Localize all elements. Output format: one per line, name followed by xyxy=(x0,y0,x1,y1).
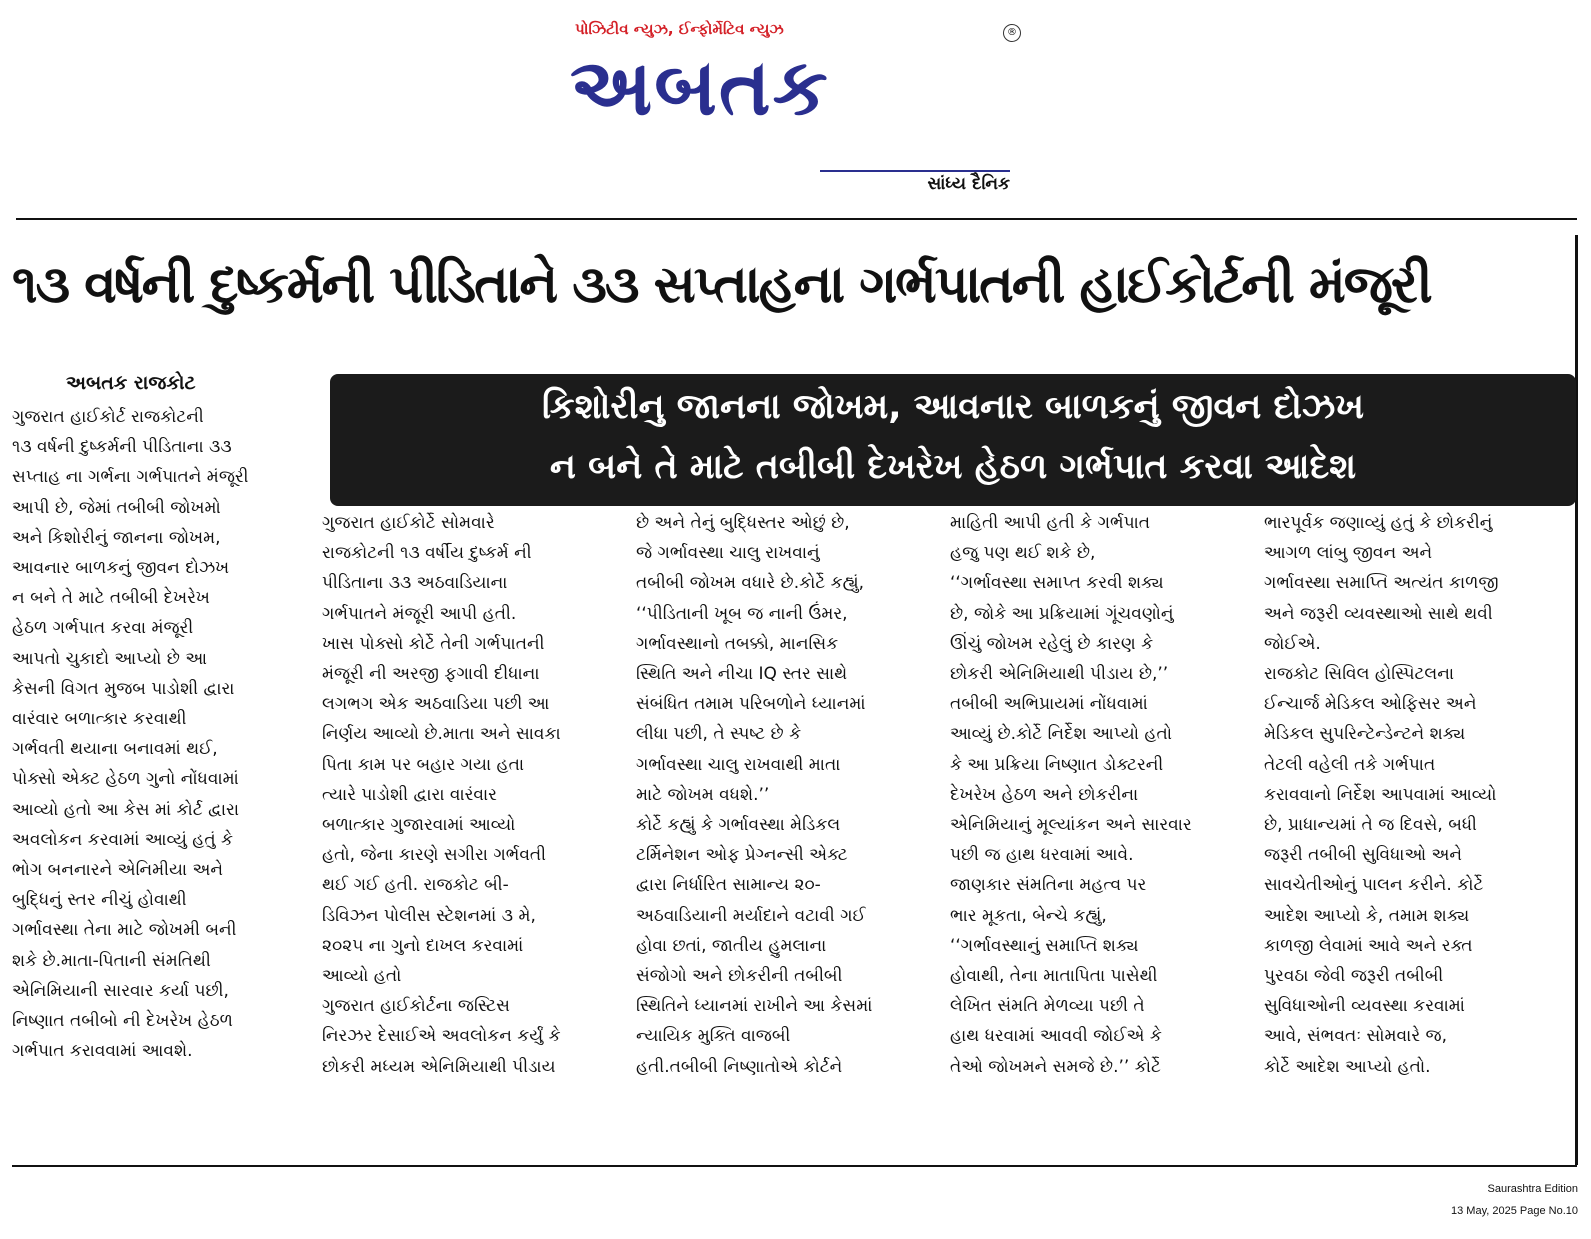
masthead-tagline: પોઝિટીવ ન્યુઝ, ઈન્ફોર્મેટિવ ન્યુઝ xyxy=(575,20,784,38)
bottom-divider xyxy=(12,1165,1577,1167)
column-3-text: છે અને તેનું બુદ્ધિસ્તર ઓછું છે, જે ગર્ભાવસ્થા ચાલુ રાખવાનું તબીબી જોખમ વધારે છે.કોર્ટે કહ્યું, ‘‘પીડિતાની ખૂબ જ નાની ઉંમર, ગર્ભાવસ્થાનો તબક્કો, માનસિક સ્થિતિ અને નીચા IQ સ્તર સાથે સંબંધિત તમામ પરિબળોને ધ્યાનમાં લીધા પછી, તે સ્પષ્ટ છે કે ગર્ભાવસ્થા ચાલુ રાખવાથી માતા માટે જોખમ વધશે.’’ કોર્ટે કહ્યું કે ગર્ભાવસ્થા મેડિકલ ટર્મિનેશન ઓફ પ્રેગ્નન્સી એક્ટ દ્વારા નિર્ધારિત સામાન્ય ૨૦- અઠવાડિયાની મર્યાદાને વટાવી ગઈ હોવા છતાં, જાતીય હુમલાના સંજોગો અને છોકરીની તબીબી સ્થિતિને ધ્યાનમાં રાખીને આ કેસમાં ન્યાયિક મુક્તિ વાજબી હતી.તબીબી નિષ્ણાતોએ કોર્ટને xyxy=(636,513,873,1077)
article-column-5 xyxy=(1264,508,1554,1158)
article-column-4 xyxy=(950,508,1240,1158)
edition-label: Saurashtra Edition xyxy=(1487,1183,1578,1195)
logo-underline xyxy=(820,170,1010,172)
subheadline-line-1: કિશોરીનુ જાનના જોખમ, આવનાર બાળકનું જીવન દોઝખ xyxy=(542,387,1364,427)
registered-mark: ® xyxy=(1003,24,1021,42)
date-page-label: 13 May, 2025 Page No.10 xyxy=(1451,1205,1578,1217)
newspaper-logo: અબતક xyxy=(570,43,830,133)
subheadline-line-2: ન બને તે માટે તબીબી દેખરેખ હેઠળ ગર્ભપાત કરવા આદેશ xyxy=(549,447,1357,487)
byline: અબતક રાજકોટ xyxy=(66,372,196,394)
article-column-3 xyxy=(636,508,926,1158)
main-headline: ૧૩ વર્ષની દુષ્કર્મની પીડિતાને ૩૩ સપ્તાહના ગર્ભપાતની હાઈકોર્ટની મંજૂરી xyxy=(12,255,1431,315)
column-5-text: ભારપૂર્વક જણાવ્યું હતું કે છોકરીનું આગળ લાંબુ જીવન અને ગર્ભાવસ્થા સમાપ્તિ અત્યંત કાળજી અને જરૂરી વ્યવસ્થાઓ સાથે થવી જોઈએ. રાજકોટ સિવિલ હોસ્પિટલના ઈન્ચાર્જ મેડિકલ ઓફિસર અને મેડિકલ સુપરિન્ટેન્ડેન્ટને શક્ય તેટલી વહેલી તકે ગર્ભપાત કરાવવાનો નિર્દેશ આપવામાં આવ્યો છે, પ્રાધાન્યમાં તે જ દિવસે, બધી જરૂરી તબીબી સુવિધાઓ અને સાવચેતીઓનું પાલન કરીને. કોર્ટે આદેશ આપ્યો કે, તમામ શક્ય કાળજી લેવામાં આવે અને રક્ત પુરવઠા જેવી જરૂરી તબીબી સુવિધાઓની વ્યવસ્થા કરવામાં આવે, સંભવતઃ સોમવારે જ, કોર્ટે આદેશ આપ્યો હતો. xyxy=(1264,513,1499,1077)
column-4-text: માહિતી આપી હતી કે ગર્ભપાત હજુ પણ થઈ શકે છે, ‘‘ગર્ભાવસ્થા સમાપ્ત કરવી શક્ય છે, જોકે આ પ્રક્રિયામાં ગૂંચવણોનું ઊંચું જોખમ રહેલું છે કારણ કે છોકરી એનિમિયાથી પીડાય છે,’’ તબીબી અભિપ્રાયમાં નોંધવામાં આવ્યું છે.કોર્ટે નિર્દેશ આપ્યો હતો કે આ પ્રક્રિયા નિષ્ણાત ડોક્ટરની દેખરેખ હેઠળ અને છોકરીના એનિમિયાનું મૂલ્યાંકન અને સારવાર પછી જ હાથ ધરવામાં આવે. જાણકાર સંમતિના મહત્વ પર ભાર મૂકતા, બેન્ચે કહ્યું, ‘‘ગર્ભાવસ્થાનું સમાપ્તિ શક્ય હોવાથી, તેના માતાપિતા પાસેથી લેખિત સંમતિ મેળવ્યા પછી તે હાથ ધરવામાં આવવી જોઈએ કે તેઓ જોખમને સમજે છે.’’ કોર્ટે xyxy=(950,513,1192,1077)
column-1-text: ગુજરાત હાઈકોર્ટ રાજકોટની ૧૩ વર્ષની દુષ્કર્મની પીડિતાના ૩૩ સપ્તાહ ના ગર્ભના ગર્ભપાતને મંજૂરી આપી છે, જેમાં તબીબી જોખમો અને કિશોરીનું જાનના જોખમ, આવનાર બાળકનું જીવન દોઝખ ન બને તે માટે તબીબી દેખરેખ હેઠળ ગર્ભપાત કરવા મંજૂરી આપતો ચુકાદો આપ્યો છે આ કેસની વિગત મુજબ પાડોશી દ્વારા વારંવાર બળાત્કાર કરવાથી ગર્ભવતી થયાના બનાવમાં થઈ, પોક્સો એક્ટ હેઠળ ગુનો નોંધવામાં આવ્યો હતો આ કેસ માં કોર્ટ દ્વારા અવલોકન કરવામાં આવ્યું હતું કે ભોગ બનનારને એનિમીયા અને બુદ્ધિનું સ્તર નીચું હોવાથી ગર્ભાવસ્થા તેના માટે જોખમી બની શકે છે.માતા-પિતાની સંમતિથી એનિમિયાની સારવાર કર્યા પછી, નિષ્ણાત તબીબો ની દેખરેખ હેઠળ ગર્ભપાત કરાવવામાં આવશે. xyxy=(12,407,249,1062)
subheadline-box xyxy=(330,374,1576,506)
top-divider xyxy=(16,218,1577,220)
article-column-1 xyxy=(12,402,298,1157)
column-2-text: ગુજરાત હાઈકોર્ટે સોમવારે રાજકોટની ૧૩ વર્ષીય દુષ્કર્મ ની પીડિતાના ૩૩ અઠવાડિયાના ગર્ભપાતને મંજૂરી આપી હતી. ખાસ પોક્સો કોર્ટે તેની ગર્ભપાતની મંજૂરી ની અરજી ફગાવી દીધાના લગભગ એક અઠવાડિયા પછી આ નિર્ણય આવ્યો છે.માતા અને સાવકા પિતા કામ પર બહાર ગયા હતા ત્યારે પાડોશી દ્વારા વારંવાર બળાત્કાર ગુજારવામાં આવ્યો હતો, જેના કારણે સગીરા ગર્ભવતી થઈ ગઈ હતી. રાજકોટ બી- ડિવિઝન પોલીસ સ્ટેશનમાં ૩ મે, ૨૦૨૫ ના ગુનો દાખલ કરવામાં આવ્યો હતો ગુજરાત હાઈકોર્ટના જસ્ટિસ નિરઝર દેસાઈએ અવલોકન કર્યું કે છોકરી મધ્યમ એનિમિયાથી પીડાય xyxy=(322,513,561,1077)
edition-type-label: સાંધ્ય દૈનિક xyxy=(927,174,1010,194)
article-column-2 xyxy=(322,508,612,1158)
right-column-rule xyxy=(1575,235,1578,1165)
